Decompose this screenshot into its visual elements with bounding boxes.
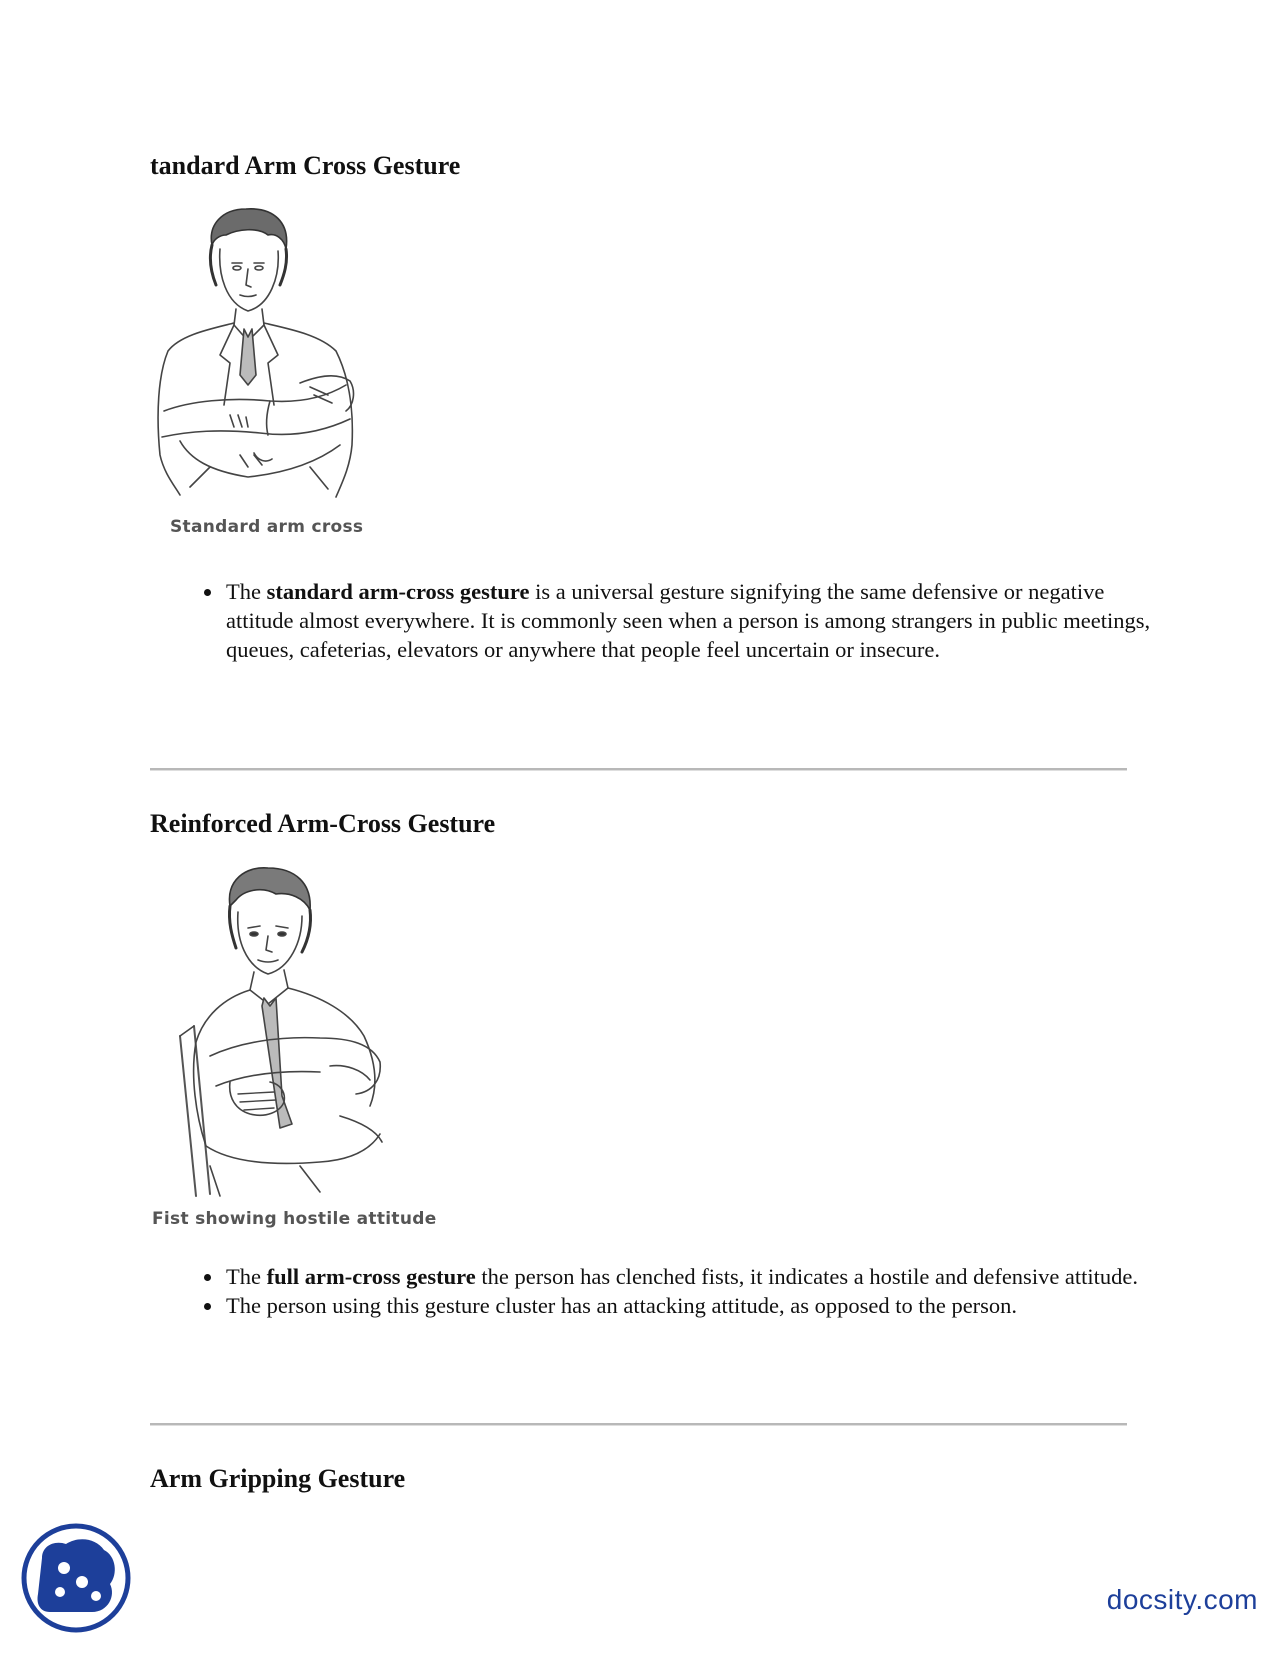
reinforced-arm-cross-illustration [150, 866, 440, 1206]
bullet-bold-term: standard arm-cross gesture [266, 579, 530, 604]
figure-standard-arm-cross [150, 205, 390, 537]
section-title-standard-arm-cross: tandard Arm Cross Gesture [150, 151, 461, 180]
bullet-item [224, 1262, 1174, 1291]
section-bullets-standard [188, 577, 1174, 664]
section-title-arm-gripping: Arm Gripping Gesture [150, 1464, 406, 1493]
bullet-item [224, 1291, 1174, 1320]
bullet-item [224, 577, 1174, 664]
figure-caption-reinforced: Fist showing hostile attitude [152, 1209, 437, 1229]
section-divider [150, 1423, 1127, 1426]
bullet-text: The [226, 1264, 267, 1289]
bullet-text: is a universal gesture signifying the same defensive or negative attitude almost everywhere. It is commonly seen when a person is among strangers in public meetings, queues, cafeterias, elevators or anywhere that people feel uncertain or insecure. [226, 579, 1151, 662]
standard-arm-cross-illustration [150, 205, 390, 505]
docsity-logo-icon [20, 1522, 132, 1634]
docsity-logo-icon [20, 1522, 132, 1639]
section-divider [150, 768, 1127, 771]
bullet-text: The person using this gesture cluster has an attacking attitude, as opposed to the person. [226, 1293, 1018, 1318]
figure-caption-standard: Standard arm cross [170, 517, 364, 537]
section-title-reinforced-arm-cross: Reinforced Arm-Cross Gesture [150, 809, 496, 838]
section-bullets-reinforced [188, 1262, 1174, 1320]
figure-reinforced-arm-cross [150, 866, 440, 1229]
bullet-text: the person has clenched fists, it indicates a hostile and defensive attitude. [475, 1264, 1139, 1289]
docsity-brand-text[interactable]: docsity.com [1106, 1584, 1258, 1615]
bullet-text: The [226, 579, 267, 604]
bullet-bold-term: full arm-cross gesture [266, 1264, 476, 1289]
